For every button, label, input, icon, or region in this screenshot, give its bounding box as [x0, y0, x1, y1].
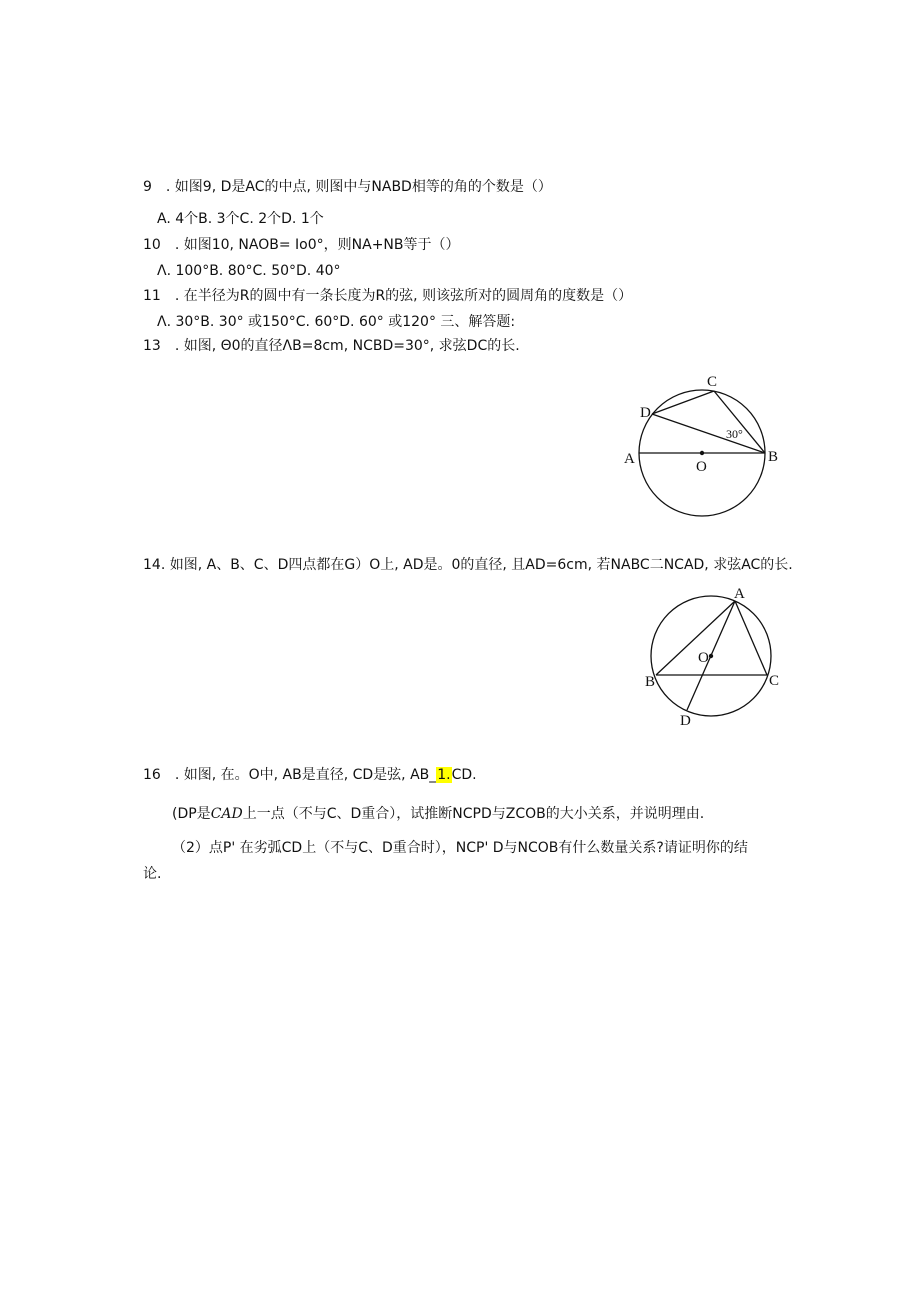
q11-stem: 11 . 在半径为R的圆中有一条长度为R的弦, 则该弦所对的圆周角的度数是（）: [143, 288, 633, 304]
q13-chord-db: [652, 414, 765, 453]
q13-label-angle: 30°: [726, 427, 743, 441]
q13-figure: [620, 370, 790, 520]
q13-label-d: D: [640, 405, 651, 421]
q13-label-c: C: [707, 374, 718, 390]
q16-stem: [143, 766, 477, 784]
q16-highlight: 1.: [437, 767, 451, 783]
q16-stem-a: 16 . 如图, 在。O中, AB是直径, CD是弦, AB_: [143, 767, 437, 783]
q13-label-o: O: [696, 459, 707, 475]
q16-part1: [172, 805, 704, 823]
q14-chord-ab: [656, 601, 735, 675]
q13-stem: 13 . 如图, Θ0的直径ΛB=8cm, NCBD=30°, 求弦DC的长.: [143, 338, 520, 354]
q16-part2-cont: 论.: [143, 866, 162, 882]
q16-part1-arc: CAD: [210, 806, 243, 822]
q13-chord-dc: [652, 391, 714, 414]
q11-options: Λ. 30°B. 30° 或150°C. 60°D. 60° 或120° 三、解答题:: [157, 314, 516, 330]
q13-label-b: B: [768, 449, 779, 465]
q14-label-b: B: [645, 674, 656, 690]
q14-label-d: D: [680, 713, 691, 729]
q13-center-dot: [700, 451, 704, 455]
q9-stem: 9 . 如图9, D是AC的中点, 则图中与NABD相等的角的个数是（）: [143, 179, 552, 195]
q16-part1-a: (DP是: [172, 806, 211, 822]
q16-part2: （2）点P' 在劣弧CD上（不与C、D重合时），NCP' D与NCOB有什么数量关系?请证明你的结: [172, 840, 748, 856]
q14-label-a: A: [734, 586, 745, 602]
q13-label-a: A: [624, 451, 635, 467]
q14-stem: 14. 如图, A、B、C、D四点都在G）O上, AD是。0的直径, 且AD=6cm, 若NABC二NCAD, 求弦AC的长.: [143, 557, 793, 573]
q9-options: A. 4个B. 3个C. 2个D. 1个: [157, 211, 324, 227]
q14-center-dot: [709, 654, 713, 658]
q14-label-o: O: [698, 650, 709, 666]
q14-label-c: C: [769, 673, 780, 689]
q10-stem: 10 . 如图10, NAOB= Io0°，则NA+NB等于（）: [143, 237, 460, 253]
q14-figure: [640, 585, 790, 730]
q16-stem-b: CD.: [451, 767, 477, 783]
q10-options: Λ. 100°B. 80°C. 50°D. 40°: [157, 263, 341, 279]
q16-part1-b: 上一点（不与C、D重合），试推断NCPD与ZCOB的大小关系，并说明理由.: [242, 806, 705, 822]
